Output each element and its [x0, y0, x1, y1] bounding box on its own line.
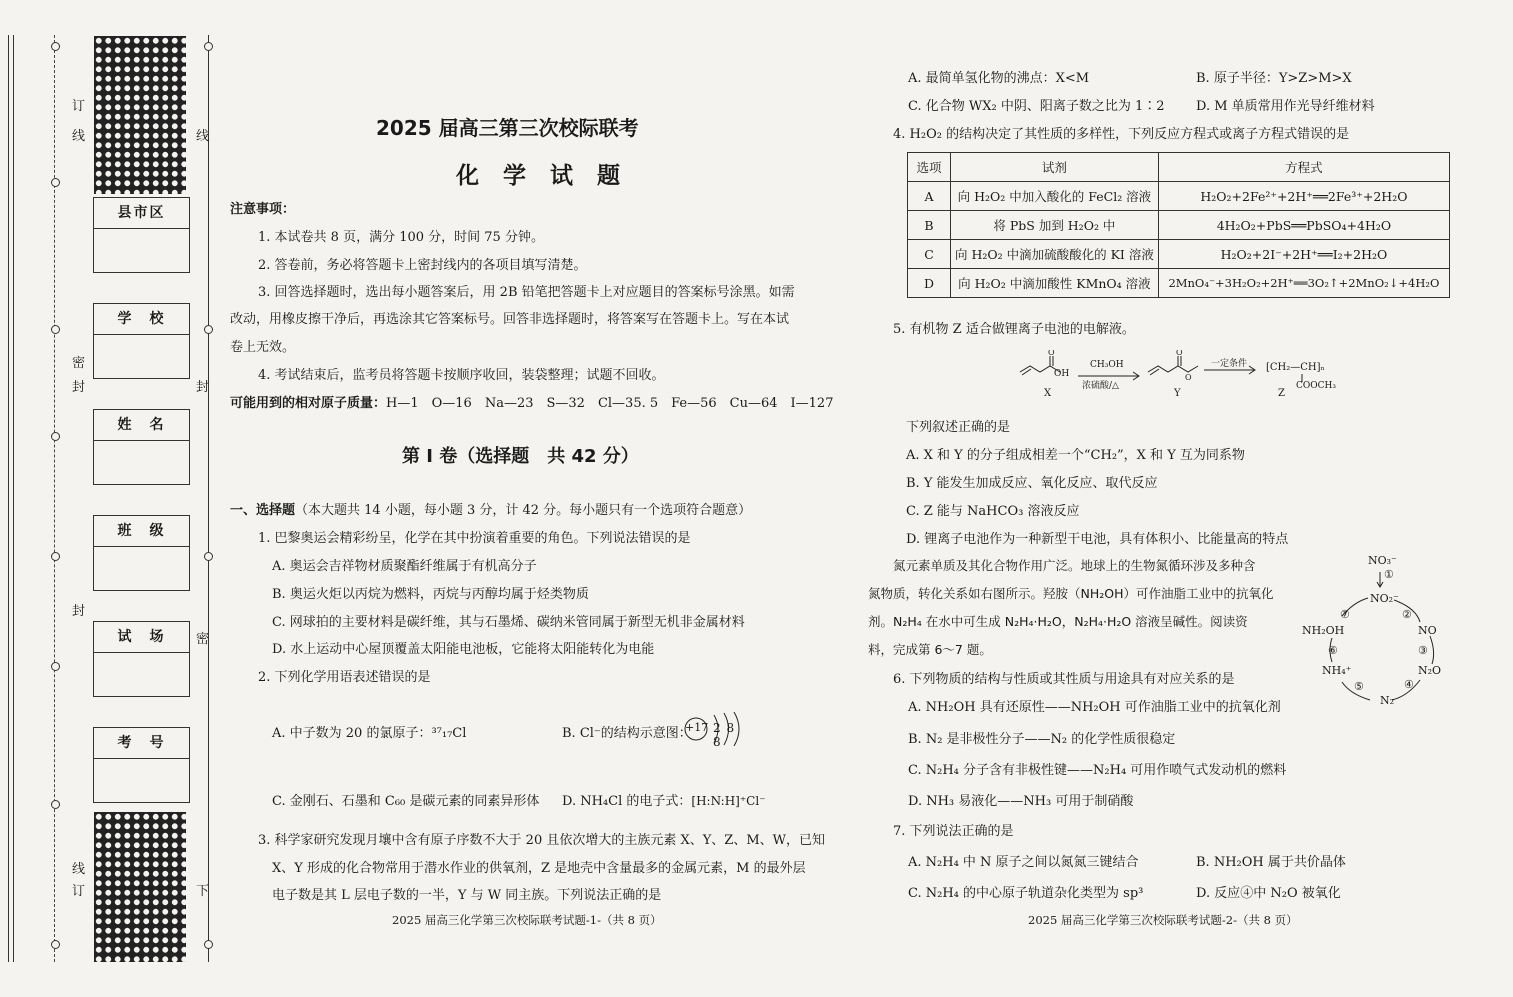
seal-circle — [51, 552, 60, 561]
polymer-side-chain: COOCH₃ — [1296, 381, 1336, 391]
atomic-mass-label: 可能用到的相对原子质量： — [230, 396, 387, 411]
section-title: 第 Ⅰ 卷（选择题 共 42 分） — [402, 446, 639, 467]
node-ammonium: NH₄⁺ — [1322, 664, 1352, 677]
name-label: 姓 名 — [94, 410, 189, 441]
nucleus-charge: +17 — [685, 721, 709, 734]
reagent-condition: 一定条件 — [1211, 359, 1248, 369]
school-label: 学 校 — [94, 304, 189, 335]
q5-prompt: 下列叙述正确的是 — [906, 420, 1011, 435]
node-hydroxylamine: NH₂OH — [1302, 624, 1345, 637]
seal-circle — [204, 325, 213, 334]
table-cell: A — [908, 182, 951, 211]
exam-room-label: 试 场 — [94, 622, 189, 653]
step-3: ③ — [1418, 644, 1428, 657]
table-cell: H₂O₂+2I⁻+2H⁺══I₂+2H₂O — [1158, 240, 1449, 269]
step-6: ⑥ — [1328, 644, 1338, 657]
q4-table — [907, 152, 1450, 298]
county-field[interactable] — [94, 229, 189, 272]
q5-option-c: C. Z 能与 NaHCO₃ 溶液反应 — [906, 504, 1080, 519]
compound-y-label: Y — [1174, 388, 1181, 399]
class-field[interactable] — [94, 547, 189, 590]
exam-number-label: 考 号 — [94, 728, 189, 759]
table-header-row — [908, 153, 1450, 182]
atomic-mass-values: H—1 O—16 Na—23 S—32 Cl—35. 5 Fe—56 Cu—64 I—127 — [386, 396, 834, 411]
seal-char: 线 — [196, 129, 210, 144]
seal-char: 线 — [72, 862, 86, 877]
seal-char: 下 — [196, 884, 210, 899]
seal-char: 封 — [196, 380, 210, 395]
table-cell: 2MnO₄⁻+3H₂O₂+2H⁺══3O₂↑+2MnO₂↓+4H₂O — [1158, 269, 1449, 298]
passage-line: 剂。N₂H₄ 在水中可生成 N₂H₄·H₂O，N₂H₄·H₂O 溶液呈碱性。阅读资 — [868, 614, 1248, 629]
seal-circle — [51, 325, 60, 334]
q7-option-c: C. N₂H₄ 的中心原子轨道杂化类型为 sp³ — [908, 886, 1144, 901]
seal-char: 密 — [72, 356, 86, 371]
notice-line: 3. 回答选择题时，选出每小题答案后，用 2B 铅笔把答题卡上对应题目的答案标号涂黑。如需 — [258, 285, 795, 300]
q1-option-a: A. 奥运会吉祥物材质聚酯纤维属于有机高分子 — [272, 559, 537, 574]
svg-text:O: O — [1048, 350, 1055, 357]
step-2: ② — [1402, 608, 1412, 621]
q6-option-a: A. NH₂OH 具有还原性——NH₂OH 可作油脂工业中的抗氧化剂 — [908, 700, 1281, 715]
q5-option-b: B. Y 能发生加成反应、氧化反应、取代反应 — [906, 476, 1158, 491]
step-1: ① — [1384, 568, 1394, 581]
question-2: 2. 下列化学用语表述错误的是 — [258, 670, 431, 685]
seal-circle — [51, 42, 60, 51]
q7-option-a: A. N₂H₄ 中 N 原子之间以氮氮三键结合 — [908, 855, 1139, 870]
q6-option-c: C. N₂H₄ 分子含有非极性键——N₂H₄ 可用作喷气式发动机的燃料 — [908, 763, 1287, 778]
passage-line: 氮元素单质及其化合物作用广泛。地球上的生物氮循环涉及多种含 — [893, 558, 1256, 573]
q1-option-c: C. 网球拍的主要材料是碳纤维，其与石墨烯、碳纳米管同属于新型无机非金属材料 — [272, 615, 745, 630]
notice-line: 1. 本试卷共 8 页，满分 100 分，时间 75 分钟。 — [258, 230, 544, 245]
part-heading — [230, 499, 751, 518]
seal-circle — [51, 432, 60, 441]
q1-option-d: D. 水上运动中心屋顶覆盖太阳能电池板，它能将太阳能转化为电能 — [272, 642, 655, 657]
class-box — [93, 515, 190, 591]
q1-option-b: B. 奥运火炬以丙烷为燃料，丙烷与丙醇均属于烃类物质 — [272, 587, 589, 602]
q2-option-d-text: D. NH₄Cl 的电子式： — [562, 794, 692, 809]
question-7: 7. 下列说法正确的是 — [893, 824, 1014, 839]
x-oh-label: OH — [1054, 369, 1070, 379]
dot-pattern — [94, 36, 186, 194]
table-cell: 向 H₂O₂ 中滴加酸性 KMnO₄ 溶液 — [951, 269, 1159, 298]
dot-pattern — [94, 812, 186, 962]
q7-option-b: B. NH₂OH 属于共价晶体 — [1196, 855, 1346, 870]
question-5: 5. 有机物 Z 适合做锂离子电池的电解液。 — [893, 322, 1135, 337]
seal-circle — [204, 42, 213, 51]
page-footer: 2025 届高三化学第三次校际联考试题-2-（共 8 页） — [1028, 913, 1298, 927]
table-cell: 将 PbS 加到 H₂O₂ 中 — [951, 211, 1159, 240]
question-3-line: X、Y 形成的化合物常用于潜水作业的供氧剂，Z 是地壳中含量最多的金属元素，M 的最外层 — [272, 861, 806, 876]
notice-line: 4. 考试结束后，监考员将答题卡按顺序收回，装袋整理；试题不回收。 — [258, 368, 665, 383]
node-nitrate: NO₃⁻ — [1368, 554, 1397, 567]
school-field[interactable] — [94, 335, 189, 378]
table-header: 试剂 — [951, 153, 1159, 182]
part-description: （本大题共 14 小题，每小题 3 分，计 42 分。每小题只有一个选项符合题意） — [295, 503, 752, 518]
notice-heading: 注意事项： — [230, 202, 296, 217]
svg-text:O: O — [1185, 373, 1192, 382]
question-6: 6. 下列物质的结构与性质或其性质与用途具有对应关系的是 — [893, 672, 1235, 687]
table-header: 选项 — [908, 153, 951, 182]
notice-line: 2. 答卷前，务必将答题卡上密封线内的各项目填写清楚。 — [258, 258, 587, 273]
table-row — [908, 211, 1450, 240]
q3-option-c: C. 化合物 WX₂ 中阴、阳离子数之比为 1∶2 — [908, 99, 1165, 114]
table-cell: 向 H₂O₂ 中滴加硫酸酸化的 KI 溶液 — [951, 240, 1159, 269]
seal-char: 封 — [72, 380, 86, 395]
question-3-line: 3. 科学家研究发现月壤中含有原子序数不大于 20 且依次增大的主族元素 X、Y、Z、M、W，已知 — [258, 833, 826, 848]
q2-option-c: C. 金刚石、石墨和 C₆₀ 是碳元素的同素异形体 — [272, 794, 540, 809]
table-cell: C — [908, 240, 951, 269]
seal-circle — [204, 552, 213, 561]
nitrogen-cycle-diagram — [1302, 552, 1444, 712]
seal-line — [54, 35, 55, 962]
name-box — [93, 409, 190, 485]
table-cell: B — [908, 211, 951, 240]
node-n2: N₂ — [1380, 694, 1395, 707]
polymer-formula: [CH₂—CH]ₙ — [1266, 362, 1325, 373]
seal-char: 线 — [72, 129, 86, 144]
q2-option-b-text: B. Cl⁻的结构示意图： — [562, 726, 692, 741]
table-cell: D — [908, 269, 951, 298]
subject-title: 化 学 试 题 — [456, 163, 629, 189]
passage-line: 料，完成第 6～7 题。 — [868, 642, 992, 657]
seal-circle — [51, 662, 60, 671]
table-cell: H₂O₂+2Fe²⁺+2H⁺══2Fe³⁺+2H₂O — [1158, 182, 1449, 211]
seal-char: 订 — [72, 884, 86, 899]
exam-title: 2025 届高三第三次校际联考 — [376, 116, 639, 140]
exam-number-box — [93, 727, 190, 803]
q2-option-b — [562, 722, 692, 741]
exam-room-box — [93, 621, 190, 697]
q3-option-b: B. 原子半径：Y>Z>M>X — [1196, 71, 1352, 86]
exam-number-field[interactable] — [94, 759, 189, 802]
q6-option-b: B. N₂ 是非极性分子——N₂ 的化学性质很稳定 — [908, 732, 1176, 747]
electron-formula: [H:N:H]⁺Cl⁻ — [691, 794, 766, 808]
seal-char: 订 — [72, 99, 86, 114]
table-cell: 4H₂O₂+PbS══PbSO₄+4H₂O — [1158, 211, 1449, 240]
notice-line: 卷上无效。 — [230, 340, 296, 355]
compound-x-label: X — [1044, 388, 1052, 399]
compound-z-label: Z — [1278, 388, 1285, 399]
q6-option-d: D. NH₃ 易液化——NH₃ 可用于制硝酸 — [908, 794, 1134, 809]
county-box — [93, 197, 190, 273]
binding-strip — [0, 0, 215, 997]
county-label: 县市区 — [94, 198, 189, 229]
table-row — [908, 240, 1450, 269]
seal-circle — [51, 800, 60, 809]
seal-circle — [51, 178, 60, 187]
question-3-line: 电子数是其 L 层电子数的一半，Y 与 W 同主族。下列说法正确的是 — [272, 888, 662, 903]
svg-text:O: O — [1176, 350, 1183, 357]
table-row — [908, 182, 1450, 211]
reagent-acid: 浓硫酸/△ — [1082, 381, 1119, 391]
seal-char: 封 — [72, 604, 86, 619]
step-4: ④ — [1404, 678, 1414, 691]
node-no: NO — [1418, 624, 1437, 637]
reaction-scheme — [1018, 350, 1348, 402]
atomic-mass-line — [230, 392, 833, 411]
electron-shells: 2 8 8 — [713, 721, 736, 749]
step-5: ⑤ — [1354, 680, 1364, 693]
q5-option-a: A. X 和 Y 的分子组成相差一个“CH₂”，X 和 Y 互为同系物 — [906, 448, 1245, 463]
page-footer: 2025 届高三化学第三次校际联考试题-1-（共 8 页） — [392, 913, 662, 927]
passage-line: 氮物质，转化关系如右图所示。羟胺（NH₂OH）可作油脂工业中的抗氧化 — [868, 586, 1274, 601]
node-n2o: N₂O — [1418, 664, 1442, 677]
exam-room-field[interactable] — [94, 653, 189, 696]
atom-structure-diagram — [684, 712, 748, 749]
q3-option-d: D. M 单质常用作光导纤维材料 — [1196, 99, 1375, 114]
question-1: 1. 巴黎奥运会精彩纷呈，化学在其中扮演着重要的角色。下列说法错误的是 — [258, 531, 691, 546]
q2-option-d — [562, 790, 766, 809]
seal-circle — [51, 940, 60, 949]
q2-option-a: A. 中子数为 20 的氯原子：³⁷₁₇Cl — [272, 726, 467, 741]
table-header: 方程式 — [1158, 153, 1449, 182]
q3-option-a: A. 最简单氢化物的沸点：X<M — [908, 71, 1090, 86]
question-4: 4. H₂O₂ 的结构决定了其性质的多样性，下列反应方程式或离子方程式错误的是 — [893, 127, 1350, 142]
name-field[interactable] — [94, 441, 189, 484]
part-label: 一、选择题 — [230, 503, 296, 518]
border-line — [208, 35, 209, 962]
q7-option-d: D. 反应④中 N₂O 被氧化 — [1196, 886, 1341, 901]
reagent-methanol: CH₃OH — [1090, 360, 1124, 370]
border-line — [13, 35, 14, 962]
table-cell: 向 H₂O₂ 中加入酸化的 FeCl₂ 溶液 — [951, 182, 1159, 211]
notice-line: 改动，用橡皮擦干净后，再选涂其它答案标号。回答非选择题时，将答案写在答题卡上。写在本试 — [230, 312, 790, 327]
seal-circle — [204, 940, 213, 949]
border-line — [8, 35, 9, 962]
q5-option-d: D. 锂离子电池作为一种新型干电池，具有体积小、比能量高的特点 — [906, 532, 1289, 547]
class-label: 班 级 — [94, 516, 189, 547]
school-box — [93, 303, 190, 379]
step-7: ⑦ — [1340, 608, 1350, 621]
seal-char: 密 — [196, 632, 210, 647]
table-row — [908, 269, 1450, 298]
node-nitrite: NO₂⁻ — [1370, 592, 1399, 605]
